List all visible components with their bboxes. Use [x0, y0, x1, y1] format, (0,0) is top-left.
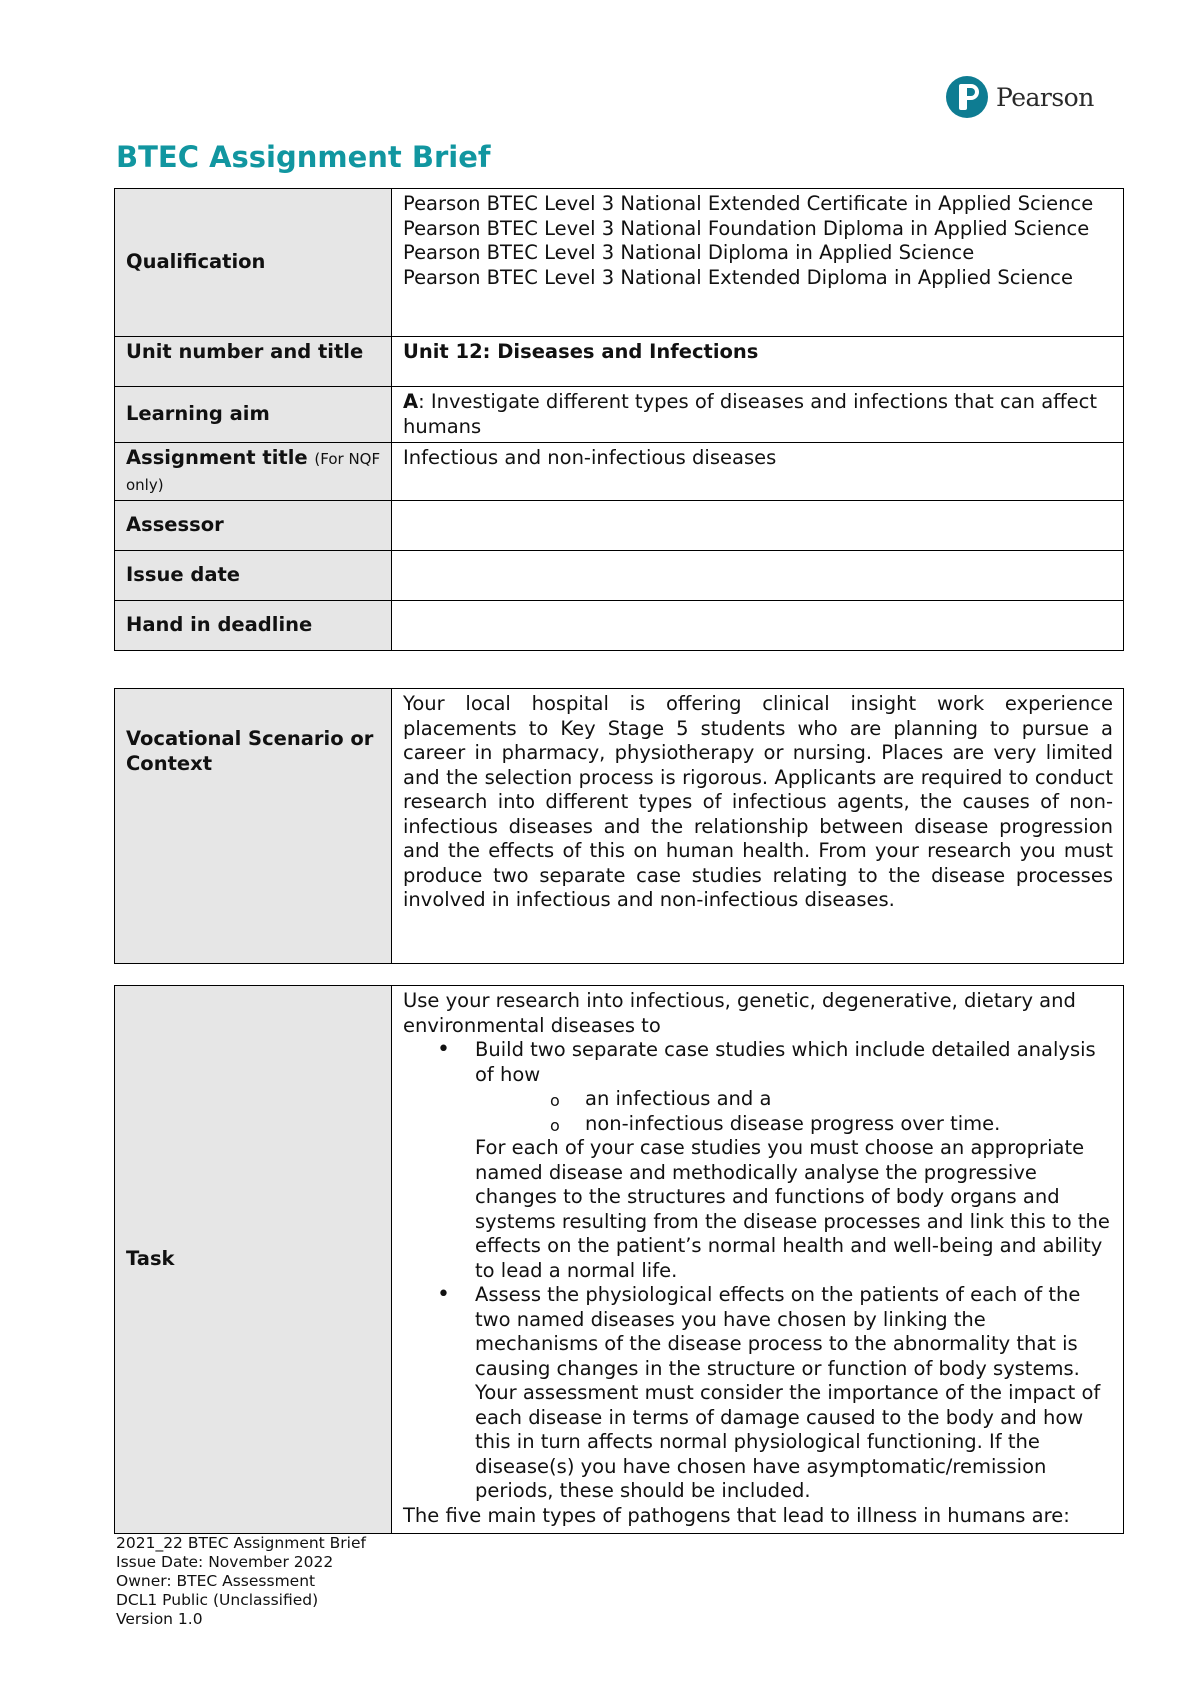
issue-date-label: Issue date: [115, 551, 392, 601]
task-sub-item-non-infectious: o non-infectious disease progress over time.: [585, 1112, 1113, 1137]
learning-aim-text: : Investigate different types of diseases and infections that can affect humans: [403, 390, 1097, 438]
qualification-value: [392, 189, 1124, 337]
assignment-title-label: [115, 443, 392, 501]
qualification-row: [115, 189, 1124, 337]
qualification-line: Pearson BTEC Level 3 National Extended Certificate in Applied Science: [403, 192, 1094, 215]
learning-aim-value: [392, 387, 1124, 443]
issue-date-value: [392, 551, 1124, 601]
assessor-value: [392, 501, 1124, 551]
task-row: [115, 986, 1124, 1534]
qualification-line: Pearson BTEC Level 3 National Extended Diploma in Applied Science: [403, 265, 1074, 289]
qualification-label: Qualification: [115, 189, 392, 337]
unit-value: Unit 12: Diseases and Infections: [392, 337, 1124, 387]
qualification-line: Pearson BTEC Level 3 National Diploma in Applied Science: [403, 241, 975, 264]
assignment-title-row: [115, 443, 1124, 501]
issue-date-row: [115, 551, 1124, 601]
deadline-row: [115, 601, 1124, 651]
pearson-logo-text: Pearson: [996, 82, 1094, 112]
assessor-label: Assessor: [115, 501, 392, 551]
task-sub-item-infectious: o an infectious and a: [585, 1087, 1113, 1112]
learning-aim-label: Learning aim: [115, 387, 392, 443]
footer-line: Owner: BTEC Assessment: [116, 1572, 316, 1590]
assignment-title-note: (For NQF only): [126, 450, 381, 494]
assignment-title-text: Assignment title: [126, 446, 308, 469]
pearson-logo: [946, 74, 1096, 120]
task-closing-line: The five main types of pathogens that lead to illness in humans are:: [403, 1503, 1070, 1527]
scenario-text: Your local hospital is offering clinical insight work experience placements to Key Stage 5 students who are planning to pursue a career in pharmacy, physiotherapy or nursing. Places are very limited and the selection process is rigorous. Applicants are required to conduct research into different types of infectious agents, the causes of non-infectious diseases and the relationship between disease progression and the effects of this on human health. From your research you must produce two separate case studies relating to the disease processes involved in infectious and non-infectious diseases.: [392, 689, 1124, 964]
unit-row: [115, 337, 1124, 387]
scenario-row: [115, 689, 1124, 964]
footer-line: DCL1 Public (Unclassified): [116, 1591, 319, 1609]
learning-aim-row: [115, 387, 1124, 443]
assignment-title-value: Infectious and non-infectious diseases: [392, 443, 1124, 501]
deadline-label: Hand in deadline: [115, 601, 392, 651]
scenario-table: [114, 688, 1124, 964]
learning-aim-letter: A: [403, 390, 419, 413]
page-footer: [116, 1534, 366, 1629]
task-bullet-assess: • Assess the physiological effects on the patients of each of the two named diseases you have chosen by linking the mechanisms of the disease process to the abnormality that is causing changes in the structure or function of body systems. Your assessment must consider the importance of the impact of each disease in terms of damage caused to the body and how this in turn affects normal physiological functioning. If the disease(s) you have chosen have asymptomatic/remission periods, these should be included.: [475, 1283, 1113, 1504]
unit-label: Unit number and title: [115, 337, 392, 387]
task-intro: Use your research into infectious, genetic, degenerative, dietary and environmental diseases to: [403, 989, 1076, 1037]
footer-line: Issue Date: November 2022: [116, 1553, 334, 1571]
task-content: [392, 986, 1124, 1534]
task-table: [114, 985, 1124, 1534]
footer-line: 2021_22 BTEC Assignment Brief: [116, 1534, 366, 1552]
task-bullet-case-studies: • Build two separate case studies which include detailed analysis of how: [475, 1038, 1113, 1087]
footer-line: Version 1.0: [116, 1610, 203, 1628]
scenario-label: Vocational Scenario or Context: [115, 689, 392, 964]
pearson-logo-icon: [946, 76, 988, 118]
document-title: BTEC Assignment Brief: [116, 140, 491, 174]
deadline-value: [392, 601, 1124, 651]
task-label: Task: [115, 986, 392, 1534]
task-case-study-paragraph: For each of your case studies you must choose an appropriate named disease and methodically analyse the progressive changes to the structures and functions of body organs and systems resulting from the disease processes and link this to the effects on the patient’s normal health and well-being and ability to lead a normal life.: [475, 1136, 1110, 1282]
qualification-line: Pearson BTEC Level 3 National Foundation Diploma in Applied Science: [403, 216, 1090, 240]
assessor-row: [115, 501, 1124, 551]
assignment-info-table: [114, 188, 1124, 651]
